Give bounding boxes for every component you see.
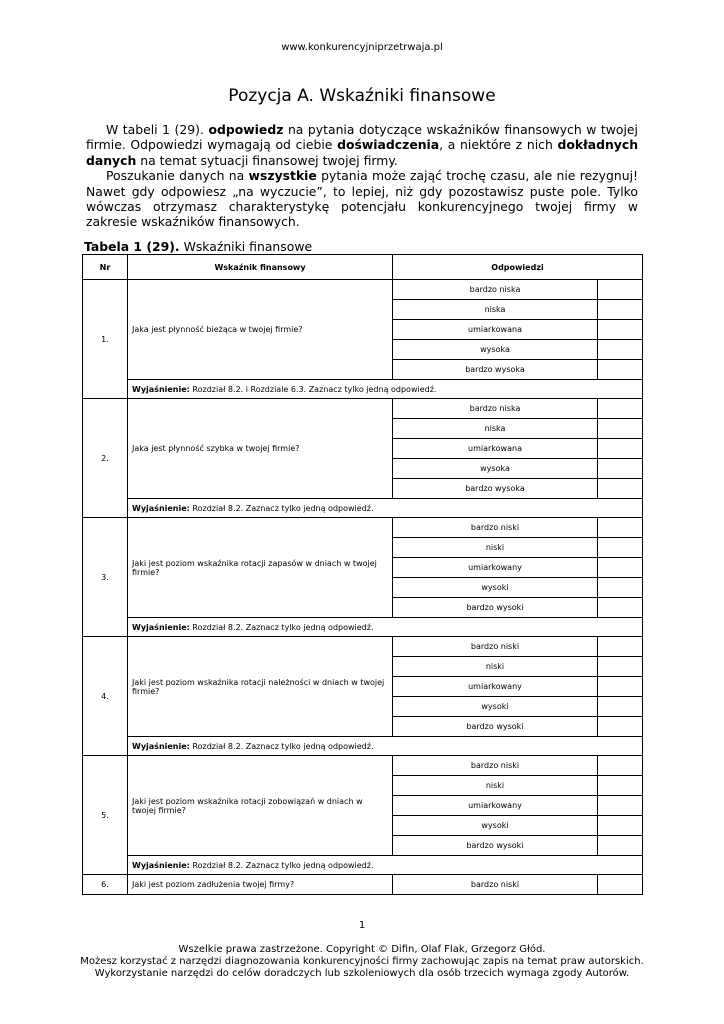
answer-option-label: umiarkowana [393, 439, 598, 459]
intro-emphasis: wszystkie [248, 168, 317, 184]
table-caption-number: Tabela 1 (29). [84, 239, 180, 254]
answer-checkbox-cell[interactable] [598, 657, 643, 677]
question-text: Jaka jest płynność szybka w twojej firmie? [128, 399, 393, 499]
answer-option-label: wysoki [393, 697, 598, 717]
answer-option-label: bardzo wysoka [393, 479, 598, 499]
page-number: 1 [358, 920, 366, 931]
answer-option-label: wysoka [393, 459, 598, 479]
explanation-text: Rozdział 8.2. Zaznacz tylko jedną odpowiedź. [189, 503, 374, 513]
answer-checkbox-cell[interactable] [598, 796, 643, 816]
answer-option-label: bardzo niska [393, 280, 598, 300]
question-number: 3. [83, 518, 128, 637]
answer-checkbox-cell[interactable] [598, 717, 643, 737]
explanation-text: Rozdział 8.2. Zaznacz tylko jedną odpowiedź. [189, 741, 374, 751]
question-text: Jaki jest poziom wskaźnika rotacji zapasów w dniach w twojej firmie? [128, 518, 393, 618]
answer-checkbox-cell[interactable] [598, 399, 643, 419]
table-caption-title: Wskaźniki finansowe [179, 239, 313, 254]
financial-indicators-table [82, 254, 643, 895]
intro-text-run: Poszukanie danych na [106, 168, 249, 184]
footer-line-3: Wykorzystanie narzędzi do celów doradczych lub szkoleniowych dla osób trzecich wymaga zgody Autorów. [94, 968, 630, 979]
answer-option-label: umiarkowany [393, 677, 598, 697]
answer-checkbox-cell[interactable] [598, 459, 643, 479]
answer-option-label: niski [393, 538, 598, 558]
table-caption [84, 239, 312, 254]
answer-row [83, 399, 643, 419]
answer-checkbox-cell[interactable] [598, 300, 643, 320]
answer-row [83, 518, 643, 538]
intro-text-run: pytania może zająć trochę czasu, ale nie rezygnuj! Nawet gdy odpowiesz „na wyczucie”, to lepiej, niż gdy pozostawisz puste pole. Tylko wówczas otrzymasz charakterystykę potencjału konkurencyjnego twojej firmy w zakresie wskaźników finansowych. [86, 168, 638, 230]
explanation-row [83, 737, 643, 756]
site-url: www.konkurencyjniprzetrwaja.pl [281, 42, 443, 53]
intro-emphasis: odpowiedz [208, 122, 284, 137]
answer-checkbox-cell[interactable] [598, 340, 643, 360]
intro-text-run: na pytania dotyczące wskaźników finansowych w twojej firmie. Odpowiedzi wymagają od ciebie [86, 122, 638, 153]
answer-option-label: bardzo wysoka [393, 360, 598, 380]
answer-checkbox-cell[interactable] [598, 836, 643, 856]
table-header-row [83, 255, 643, 280]
answer-option-label: wysoki [393, 816, 598, 836]
header-indicator: Wskaźnik finansowy [128, 255, 393, 280]
answer-option-label: bardzo wysoki [393, 598, 598, 618]
page-title: Pozycja A. Wskaźniki finansowe [228, 86, 496, 106]
answer-checkbox-cell[interactable] [598, 558, 643, 578]
answer-checkbox-cell[interactable] [598, 637, 643, 657]
explanation-label: Wyjaśnienie: [132, 860, 190, 870]
explanation-row [83, 499, 643, 518]
answer-row [83, 637, 643, 657]
explanation-note [128, 380, 643, 399]
intro-text-run: na temat sytuacji finansowej twojej firmy. [136, 152, 398, 168]
explanation-note [128, 737, 643, 756]
answer-option-label: bardzo niski [393, 637, 598, 657]
explanation-note [128, 856, 643, 875]
question-number: 1. [83, 280, 128, 399]
question-number: 6. [83, 875, 128, 895]
intro-paragraph-1 [86, 122, 638, 168]
answer-option-label: niski [393, 657, 598, 677]
question-number: 2. [83, 399, 128, 518]
explanation-label: Wyjaśnienie: [132, 741, 190, 751]
answer-option-label: umiarkowany [393, 796, 598, 816]
answer-checkbox-cell[interactable] [598, 816, 643, 836]
answer-option-label: bardzo wysoki [393, 717, 598, 737]
answer-checkbox-cell[interactable] [598, 439, 643, 459]
answer-checkbox-cell[interactable] [598, 677, 643, 697]
explanation-row [83, 380, 643, 399]
explanation-text: Rozdział 8.2. Zaznacz tylko jedną odpowiedź. [189, 860, 374, 870]
header-answers: Odpowiedzi [393, 255, 643, 280]
answer-checkbox-cell[interactable] [598, 280, 643, 300]
answer-checkbox-cell[interactable] [598, 776, 643, 796]
explanation-row [83, 856, 643, 875]
answer-row [83, 875, 643, 895]
answer-option-label: bardzo wysoki [393, 836, 598, 856]
explanation-text: Rozdział 8.2. i Rozdziale 6.3. Zaznacz tylko jedną odpowiedź. [189, 384, 437, 394]
answer-checkbox-cell[interactable] [598, 598, 643, 618]
intro-text-run: W tabeli 1 (29). [106, 122, 209, 137]
answer-option-label: bardzo niski [393, 518, 598, 538]
answer-row [83, 756, 643, 776]
answer-checkbox-cell[interactable] [598, 538, 643, 558]
answer-option-label: niska [393, 300, 598, 320]
intro-text [86, 122, 638, 230]
answer-checkbox-cell[interactable] [598, 697, 643, 717]
answer-checkbox-cell[interactable] [598, 756, 643, 776]
answer-checkbox-cell[interactable] [598, 320, 643, 340]
question-text: Jaki jest poziom wskaźnika rotacji zobowiązań w dniach w twojej firmie? [128, 756, 393, 856]
answer-option-label: bardzo niska [393, 399, 598, 419]
answer-checkbox-cell[interactable] [598, 518, 643, 538]
question-number: 5. [83, 756, 128, 875]
question-text: Jaka jest płynność bieżąca w twojej firmie? [128, 280, 393, 380]
answer-checkbox-cell[interactable] [598, 419, 643, 439]
intro-emphasis: doświadczenia [337, 137, 440, 153]
question-text: Jaki jest poziom wskaźnika rotacji należności w dniach w twojej firmie? [128, 637, 393, 737]
explanation-label: Wyjaśnienie: [132, 384, 190, 394]
footer-line-1: Wszelkie prawa zastrzeżone. Copyright © Difin, Olaf Flak, Grzegorz Głód. [178, 944, 546, 955]
explanation-label: Wyjaśnienie: [132, 622, 190, 632]
intro-emphasis: dokładnych danych [86, 137, 639, 168]
answer-option-label: wysoka [393, 340, 598, 360]
answer-checkbox-cell[interactable] [598, 360, 643, 380]
answer-checkbox-cell[interactable] [598, 578, 643, 598]
footer-line-2: Możesz korzystać z narzędzi diagnozowania konkurencyjności firmy zachowując zapis na temat praw autorskich. [80, 956, 644, 967]
answer-option-label: umiarkowany [393, 558, 598, 578]
explanation-note [128, 499, 643, 518]
answer-row [83, 280, 643, 300]
answer-checkbox-cell[interactable] [598, 479, 643, 499]
intro-paragraph-2 [86, 168, 638, 230]
intro-text-run: , a niektóre z nich [439, 137, 558, 153]
answer-option-label: bardzo niski [393, 875, 598, 895]
header-nr: Nr [83, 255, 128, 280]
answer-option-label: niska [393, 419, 598, 439]
answer-option-label: niski [393, 776, 598, 796]
explanation-text: Rozdział 8.2. Zaznacz tylko jedną odpowiedź. [189, 622, 374, 632]
question-number: 4. [83, 637, 128, 756]
answer-option-label: bardzo niski [393, 756, 598, 776]
explanation-label: Wyjaśnienie: [132, 503, 190, 513]
explanation-row [83, 618, 643, 637]
copyright-footer [0, 944, 724, 980]
answer-option-label: wysoki [393, 578, 598, 598]
answer-checkbox-cell[interactable] [598, 875, 643, 895]
question-text: Jaki jest poziom zadłużenia twojej firmy? [128, 875, 393, 895]
explanation-note [128, 618, 643, 637]
answer-option-label: umiarkowana [393, 320, 598, 340]
